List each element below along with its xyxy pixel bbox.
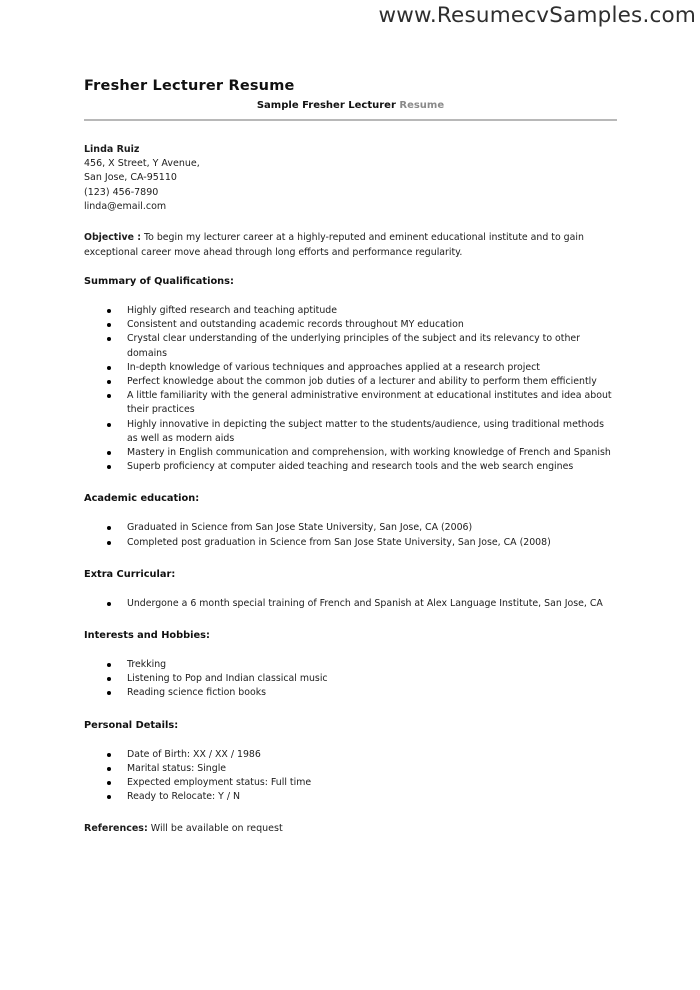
bullet-icon — [107, 465, 111, 469]
references-text: Will be available on request — [150, 823, 283, 835]
document-subtitle — [84, 100, 617, 111]
contact-address-line1: 456, X Street, Y Avenue, — [84, 158, 200, 170]
list-item — [107, 446, 617, 460]
list-item-text: Marital status: Single — [127, 762, 227, 774]
list-item — [107, 361, 617, 375]
list-item-text: Perfect knowledge about the common job duties of a lecturer and ability to perform them efficiently — [127, 376, 597, 388]
list-item — [107, 597, 617, 611]
list-item-text: Highly innovative in depicting the subject matter to the students/audience, using traditional methods as well as modern aids — [127, 418, 605, 444]
objective-paragraph — [84, 230, 617, 260]
resume-document — [84, 0, 617, 834]
bullet-icon — [107, 309, 111, 313]
list-item-text: In-depth knowledge of various techniques and approaches applied at a research project — [127, 361, 540, 373]
bullet-icon — [107, 767, 111, 771]
list-item — [107, 304, 617, 318]
list-item-text: Date of Birth: XX / XX / 1986 — [127, 748, 261, 760]
bullet-icon — [107, 795, 111, 799]
horizontal-divider — [84, 119, 617, 121]
bullet-icon — [107, 691, 111, 695]
bullet-icon — [107, 677, 111, 681]
section-heading-interests: Interests and Hobbies: — [84, 630, 210, 642]
list-item-text: Graduated in Science from San Jose State University, San Jose, CA (2006) — [127, 522, 473, 534]
subtitle-bold-text: Sample Fresher Lecturer — [256, 100, 396, 111]
academic-list — [107, 521, 617, 549]
bullet-icon — [107, 753, 111, 757]
bullet-icon — [107, 366, 111, 370]
contact-email: linda@email.com — [84, 200, 167, 212]
list-item — [107, 521, 617, 535]
list-item-text: Expected employment status: Full time — [127, 777, 312, 789]
list-item-text: Mastery in English communication and comprehension, with working knowledge of French and Spanish — [127, 447, 611, 459]
list-item-text: Undergone a 6 month special training of French and Spanish at Alex Language Institute, San Jose, CA — [127, 597, 603, 609]
list-item-text: Reading science fiction books — [127, 687, 267, 699]
list-item — [107, 790, 617, 804]
subtitle-gray-text: Resume — [399, 100, 445, 111]
bullet-icon — [107, 337, 111, 341]
list-item — [107, 318, 617, 332]
list-item-text: Highly gifted research and teaching aptitude — [127, 305, 337, 317]
list-item — [107, 658, 617, 672]
contact-phone: (123) 456-7890 — [84, 186, 159, 198]
list-item — [107, 460, 617, 474]
list-item — [107, 776, 617, 790]
bullet-icon — [107, 394, 111, 398]
references-label: References: — [84, 823, 148, 835]
site-watermark: www.ResumecvSamples.com — [378, 3, 696, 28]
objective-label: Objective : — [84, 232, 141, 244]
list-item — [107, 536, 617, 550]
references-line — [84, 823, 617, 834]
list-item — [107, 332, 617, 360]
contact-name: Linda Ruiz — [84, 144, 140, 155]
summary-list — [107, 304, 617, 474]
list-item-text: Trekking — [127, 659, 167, 671]
list-item-text: Crystal clear understanding of the underlying principles of the subject and its relevancy to other domains — [127, 333, 581, 359]
list-item-text: Consistent and outstanding academic records throughout MY education — [127, 319, 464, 331]
section-heading-extra-curricular: Extra Curricular: — [84, 568, 176, 580]
objective-text: To begin my lecturer career at a highly-reputed and eminent educational institute and to gain exceptional career move ahead through long efforts and performance regularity. — [84, 232, 584, 259]
section-heading-academic: Academic education: — [84, 493, 200, 505]
bullet-icon — [107, 526, 111, 530]
list-item-text: Listening to Pop and Indian classical music — [127, 673, 328, 685]
bullet-icon — [107, 323, 111, 327]
personal-details-list — [107, 748, 617, 805]
section-heading-summary: Summary of Qualifications: — [84, 276, 234, 288]
bullet-icon — [107, 541, 111, 545]
page-title: Fresher Lecturer Resume — [84, 78, 295, 94]
section-heading-personal: Personal Details: — [84, 719, 179, 731]
list-item-text: A little familiarity with the general administrative environment at educational institutes and idea about their practices — [127, 390, 612, 416]
bullet-icon — [107, 602, 111, 606]
extra-curricular-list — [107, 597, 617, 611]
bullet-icon — [107, 423, 111, 427]
bullet-icon — [107, 451, 111, 455]
list-item-text: Completed post graduation in Science from San Jose State University, San Jose, CA (2008) — [127, 536, 551, 548]
list-item — [107, 375, 617, 389]
list-item — [107, 389, 617, 417]
list-item — [107, 748, 617, 762]
list-item — [107, 672, 617, 686]
bullet-icon — [107, 380, 111, 384]
bullet-icon — [107, 663, 111, 667]
contact-block — [84, 143, 617, 214]
list-item — [107, 686, 617, 700]
list-item — [107, 762, 617, 776]
list-item-text: Ready to Relocate: Y / N — [127, 791, 241, 803]
list-item-text: Superb proficiency at computer aided teaching and research tools and the web search engines — [127, 461, 574, 473]
interests-list — [107, 658, 617, 701]
contact-address-line2: San Jose, CA-95110 — [84, 172, 177, 184]
list-item — [107, 418, 617, 446]
bullet-icon — [107, 781, 111, 785]
